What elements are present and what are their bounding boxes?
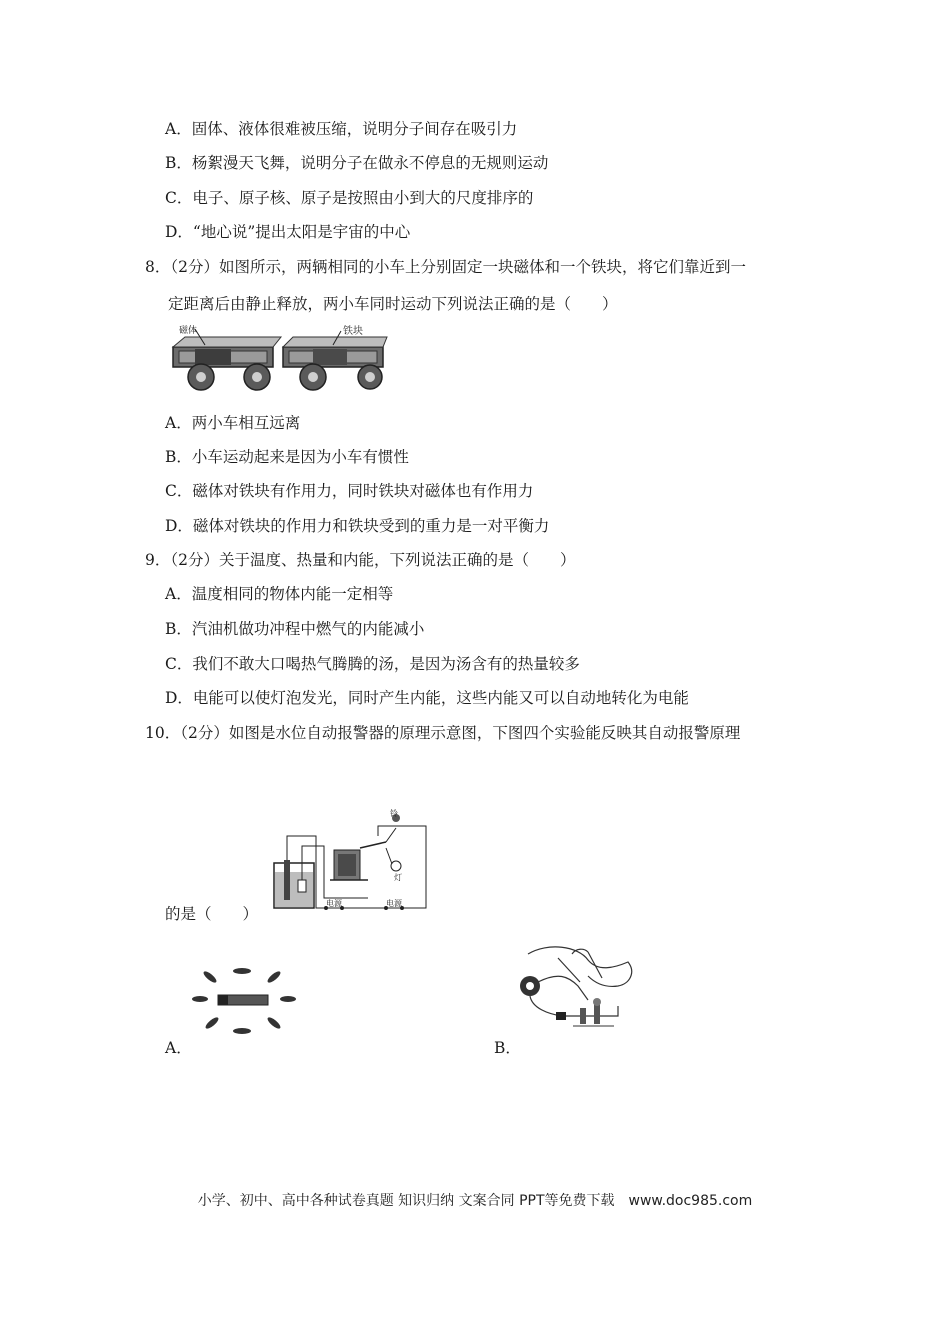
q7-option-c: C．电子、原子核、原子是按照由小到大的尺度排序的 — [165, 189, 534, 207]
water-alarm-circuit-figure — [268, 808, 433, 913]
label-lamp: 灯 — [394, 873, 402, 882]
q8-option-b: B．小车运动起来是因为小车有惯性 — [165, 448, 409, 466]
q7-option-d: D．“地心说”提出太阳是宇宙的中心 — [165, 223, 411, 241]
q10-stem-line2: 的是（ ） — [165, 905, 259, 923]
page-footer: 小学、初中、高中各种试卷真题 知识归纳 文案合同 PPT等免费下载 www.doc985.com — [197, 1193, 753, 1209]
label-iron: 铁块 — [343, 326, 363, 337]
q9-stem: 9．（2分）关于温度、热量和内能，下列说法正确的是（ ） — [145, 551, 576, 569]
label-bell: 铃 — [390, 809, 398, 818]
label-magnet: 磁体 — [179, 326, 198, 336]
q9-option-d: D．电能可以使灯泡发光，同时产生内能，这些内能又可以自动地转化为电能 — [165, 689, 689, 707]
q8-stem-line1: 8．（2分）如图所示，两辆相同的小车上分别固定一块磁体和一个铁块，将它们靠近到一 — [145, 258, 746, 276]
magnet-compass-figure — [190, 963, 300, 1038]
q9-option-b: B．汽油机做功冲程中燃气的内能减小 — [165, 620, 425, 638]
label-source-2: 电源 — [386, 899, 402, 908]
q8-stem-line2: 定距离后由静止释放，两小车同时运动下列说法正确的是（ ） — [168, 295, 618, 313]
q9-option-a: A．温度相同的物体内能一定相等 — [165, 585, 394, 603]
q10-option-a: A． — [165, 1039, 192, 1057]
q7-option-a: A．固体、液体很难被压缩，说明分子间存在吸引力 — [165, 120, 518, 138]
q8-option-a: A．两小车相互远离 — [165, 414, 301, 432]
q7-option-b: B．杨絮漫天飞舞，说明分子在做永不停息的无规则运动 — [165, 154, 549, 172]
q8-option-c: C．磁体对铁块有作用力，同时铁块对磁体也有作用力 — [165, 482, 534, 500]
label-source-1: 电源 — [326, 899, 342, 908]
q9-option-c: C．我们不敢大口喝热气腾腾的汤，是因为汤含有的热量较多 — [165, 655, 580, 673]
q10-stem-line1: 10．（2分）如图是水位自动报警器的原理示意图，下图四个实验能反映其自动报警原理 — [145, 724, 741, 742]
q8-option-d: D．磁体对铁块的作用力和铁块受到的重力是一对平衡力 — [165, 517, 550, 535]
two-carts-figure — [165, 325, 390, 395]
hand-generator-figure — [518, 942, 643, 1038]
q10-option-b: B． — [494, 1039, 521, 1057]
